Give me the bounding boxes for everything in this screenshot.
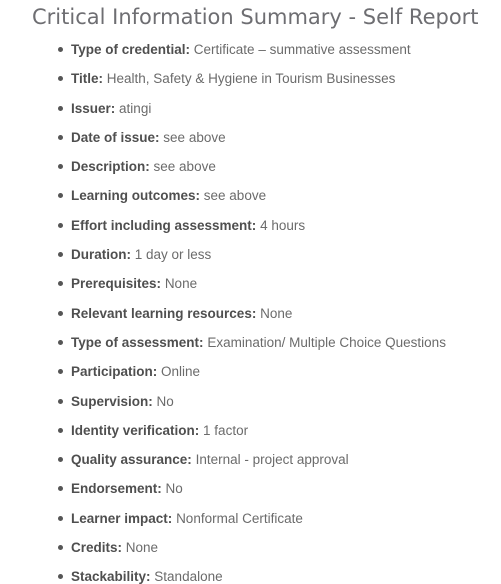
- bullet-icon: [58, 340, 63, 345]
- bullet-icon: [58, 399, 63, 404]
- bullet-icon: [58, 574, 63, 579]
- bullet-icon: [58, 193, 63, 198]
- item-value: None: [164, 276, 198, 292]
- item-value: Examination/ Multiple Choice Questions: [207, 334, 446, 350]
- item-label: Identity verification:: [71, 422, 200, 438]
- item-value: 1 factor: [203, 422, 249, 438]
- bullet-icon: [58, 47, 63, 52]
- item-value: No: [165, 481, 183, 497]
- item-value: Online: [161, 364, 201, 380]
- list-item: [0, 35, 446, 64]
- item-label: Effort including assessment:: [71, 217, 257, 233]
- bullet-icon: [58, 457, 63, 462]
- bullet-icon: [58, 135, 63, 140]
- item-value: see above: [163, 129, 226, 145]
- item-value: see above: [203, 188, 267, 204]
- bullet-icon: [58, 223, 63, 228]
- item-value: Standalone: [154, 569, 223, 584]
- list-item: [0, 357, 446, 386]
- bullet-icon: [58, 545, 63, 550]
- item-value: Certificate – summative assessment: [193, 42, 411, 57]
- list-item: [0, 533, 446, 562]
- item-label: Date of issue:: [71, 129, 160, 145]
- item-label: Prerequisites:: [71, 276, 162, 292]
- item-value: Nonformal Certificate: [176, 510, 303, 526]
- bullet-icon: [58, 428, 63, 433]
- critical-info-list: [0, 35, 446, 584]
- item-value: None: [125, 540, 159, 556]
- item-label: Title:: [71, 71, 104, 87]
- bullet-icon: [58, 311, 63, 316]
- list-item: [0, 562, 446, 584]
- list-item: [0, 123, 446, 152]
- item-label: Stackability:: [71, 569, 151, 584]
- list-item: [0, 94, 446, 123]
- item-label: Participation:: [71, 364, 158, 380]
- item-label: Supervision:: [71, 393, 153, 409]
- list-item: [0, 445, 446, 474]
- list-item: [0, 299, 446, 328]
- item-value: see above: [153, 159, 216, 175]
- list-item: [0, 269, 446, 298]
- item-value: 1 day or less: [134, 247, 212, 263]
- bullet-icon: [58, 164, 63, 169]
- item-label: Endorsement:: [71, 481, 162, 497]
- bullet-icon: [58, 369, 63, 374]
- item-value: No: [156, 393, 174, 409]
- item-label: Relevant learning resources:: [71, 305, 257, 321]
- bullet-icon: [58, 486, 63, 491]
- list-item: [0, 181, 446, 210]
- list-item: [0, 328, 446, 357]
- item-value: Internal - project approval: [195, 452, 349, 468]
- item-label: Duration:: [71, 247, 131, 263]
- item-value: atingi: [119, 100, 152, 116]
- list-item: [0, 64, 446, 93]
- item-value: 4 hours: [260, 217, 306, 233]
- item-label: Type of assessment:: [71, 334, 204, 350]
- list-item: [0, 387, 446, 416]
- item-label: Type of credential:: [71, 42, 191, 57]
- item-label: Description:: [71, 159, 150, 175]
- list-item: [0, 152, 446, 181]
- item-value: None: [260, 305, 293, 321]
- item-label: Quality assurance:: [71, 452, 192, 468]
- list-item: [0, 416, 446, 445]
- bullet-icon: [58, 281, 63, 286]
- bullet-icon: [58, 516, 63, 521]
- item-label: Learning outcomes:: [71, 188, 201, 204]
- list-item: [0, 211, 446, 240]
- item-label: Issuer:: [71, 100, 116, 116]
- item-value: Health, Safety & Hygiene in Tourism Businesses: [106, 71, 396, 87]
- item-label: Learner impact:: [71, 510, 173, 526]
- list-item: [0, 504, 446, 533]
- list-item: [0, 474, 446, 503]
- bullet-icon: [58, 76, 63, 81]
- bullet-icon: [58, 106, 63, 111]
- bullet-icon: [58, 252, 63, 257]
- item-label: Credits:: [71, 540, 123, 556]
- page-title: Critical Information Summary - Self Report: [32, 5, 479, 29]
- list-item: [0, 240, 446, 269]
